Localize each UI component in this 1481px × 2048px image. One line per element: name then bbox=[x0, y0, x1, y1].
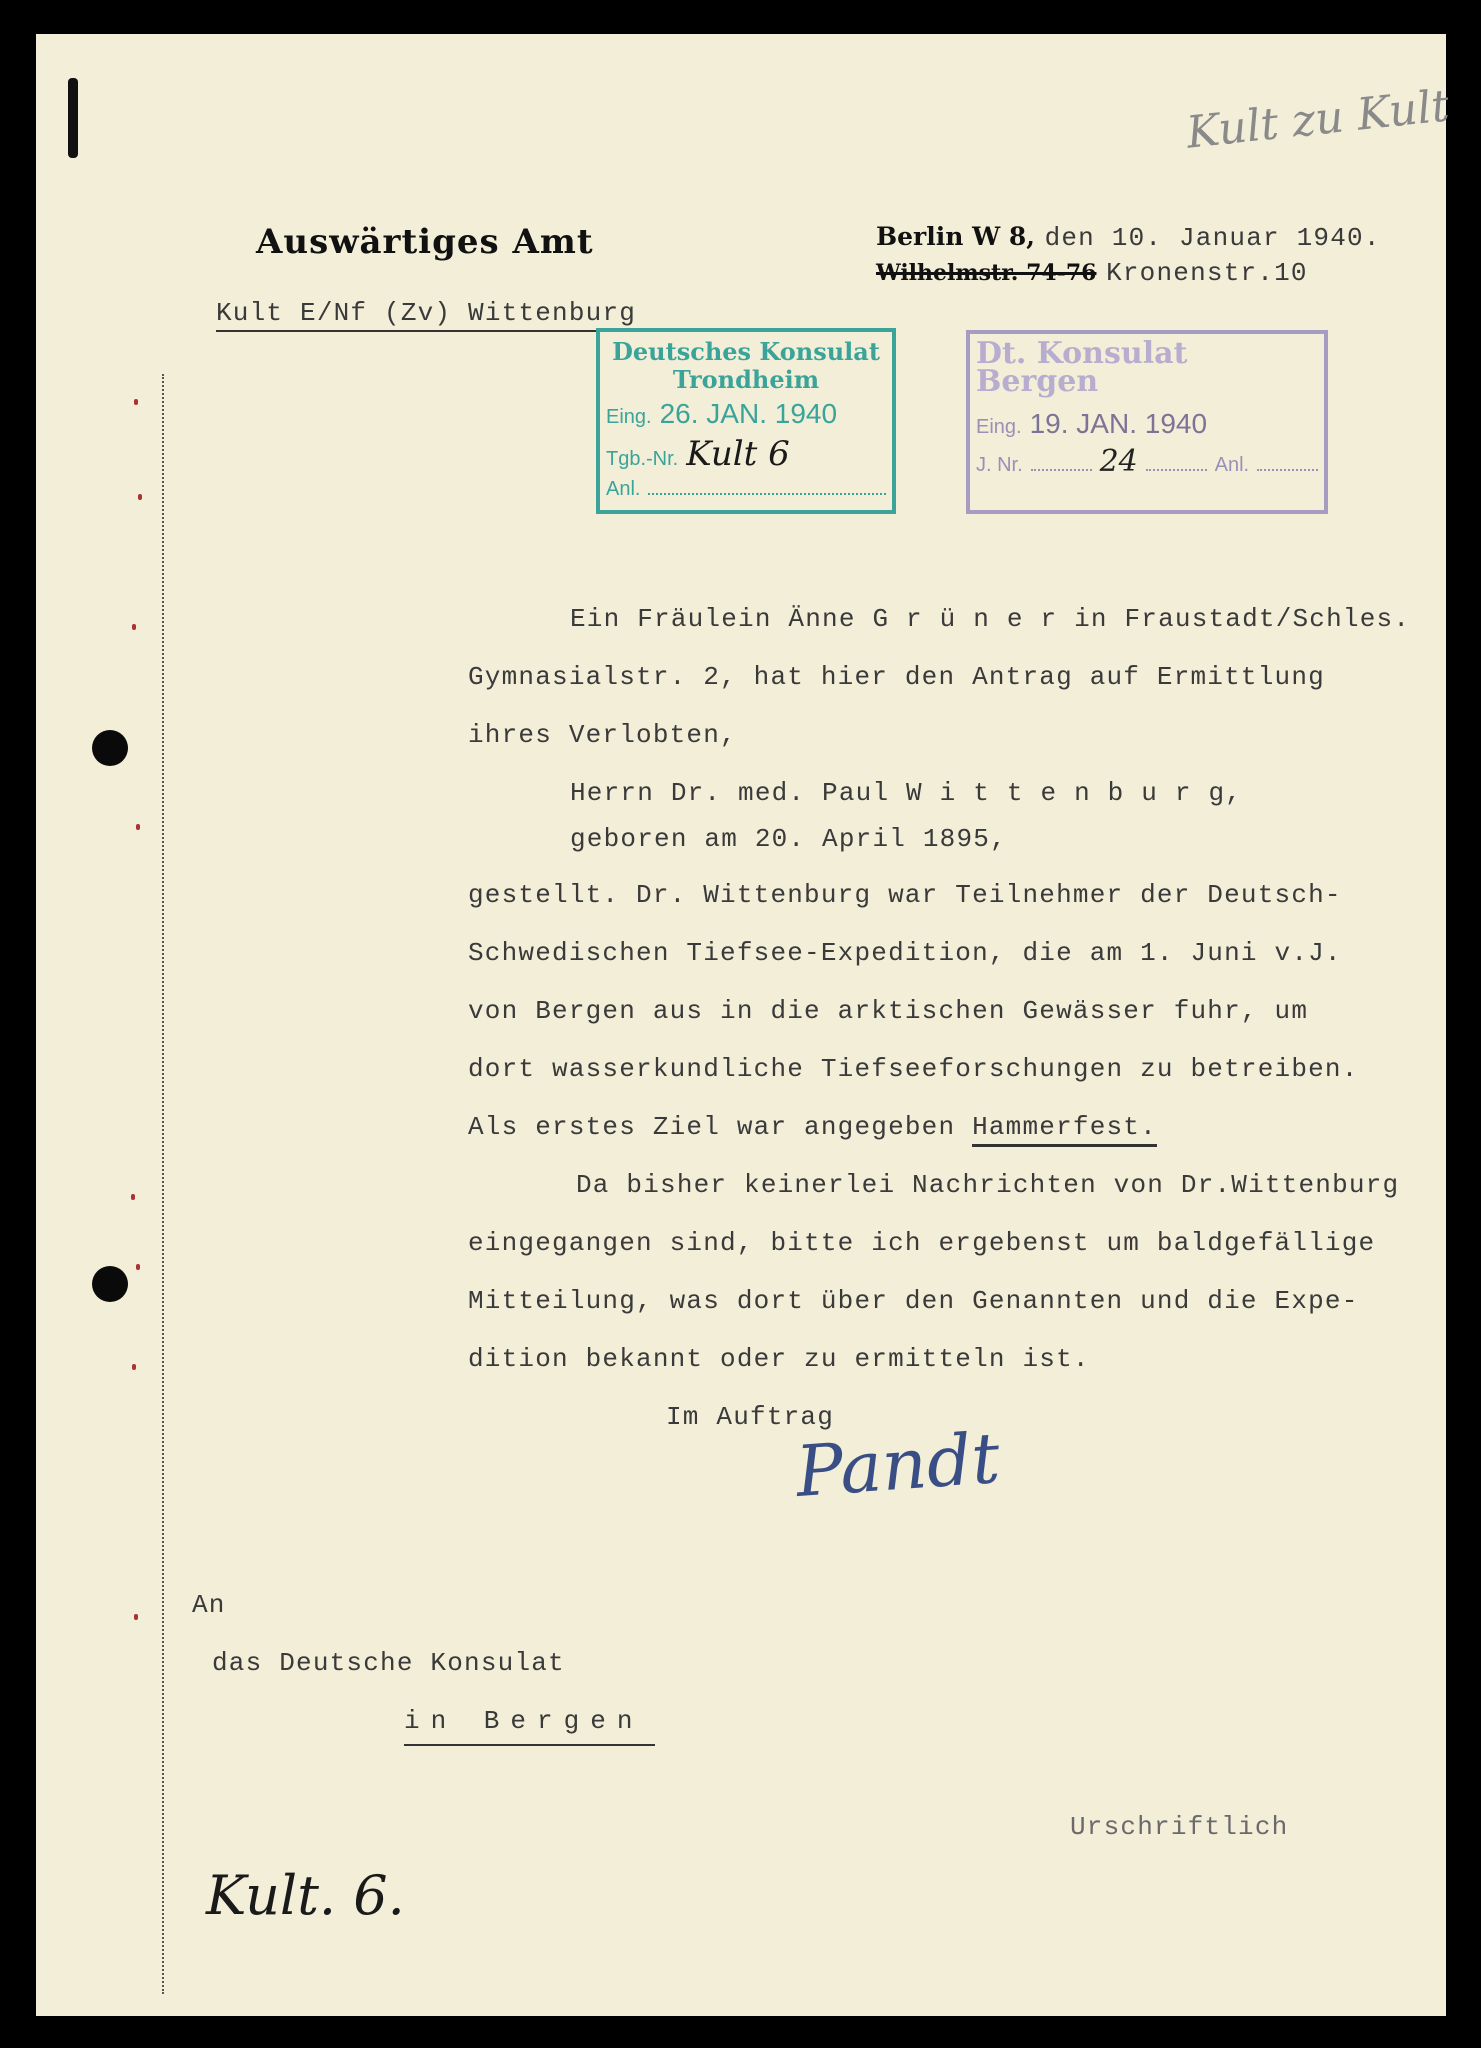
stamp-trondheim-tgb-value: Kult 6 bbox=[686, 434, 790, 474]
ink-speck bbox=[134, 399, 138, 405]
stamp-bergen-jnr-row bbox=[976, 444, 1318, 479]
stamp-trondheim-anl-label: Anl. bbox=[606, 478, 641, 500]
destination-hammerfest: Hammerfest. bbox=[972, 1112, 1157, 1147]
body-line-4: Herrn Dr. med. Paul W i t t e n b u r g, bbox=[570, 778, 1243, 808]
stamp-bergen-eing-label: Eing. bbox=[976, 416, 1022, 438]
body-line-8: von Bergen aus in die arktischen Gewässer fuhr, um bbox=[468, 996, 1309, 1026]
body-line-1: Ein Fräulein Änne G r ü n e r in Fraustadt/Schles. bbox=[570, 604, 1411, 634]
ink-speck bbox=[134, 1614, 138, 1620]
street-line bbox=[876, 258, 1308, 288]
corner-mark bbox=[68, 78, 78, 158]
stamp-trondheim-eing-label: Eing. bbox=[606, 406, 652, 428]
stamp-bergen-eing-row bbox=[976, 408, 1318, 440]
ink-speck bbox=[136, 824, 140, 830]
address-an: An bbox=[192, 1590, 226, 1620]
place-date-line bbox=[876, 222, 1381, 253]
sender-name: Auswärtiges Amt bbox=[256, 222, 594, 262]
body-line-6: gestellt. Dr. Wittenburg war Teilnehmer der Deutsch- bbox=[468, 880, 1342, 910]
dotted-line bbox=[648, 479, 886, 495]
ink-speck bbox=[138, 494, 142, 500]
margin-note: Kult zu Kult bbox=[1184, 80, 1452, 159]
ink-speck bbox=[136, 1264, 140, 1270]
stamp-trondheim-tgb-row bbox=[606, 434, 886, 474]
body-line-11: Da bisher keinerlei Nachrichten von Dr.Wittenburg bbox=[576, 1170, 1400, 1200]
struck-street: Wilhelmstr. 74-76 bbox=[876, 260, 1097, 286]
stamp-bergen-eing-date: 19. JAN. 1940 bbox=[1029, 408, 1208, 439]
dotted-line bbox=[1257, 455, 1318, 471]
dotted-line bbox=[1031, 455, 1092, 471]
stamp-bergen-jnr-label: J. Nr. bbox=[976, 454, 1023, 476]
punch-hole bbox=[92, 1266, 128, 1302]
margin-rule bbox=[162, 374, 164, 1994]
dotted-line bbox=[1146, 455, 1207, 471]
letter-date: den 10. Januar 1940. bbox=[1044, 223, 1381, 253]
city: Berlin W 8, bbox=[876, 222, 1035, 251]
body-line-10 bbox=[468, 1112, 1157, 1142]
signature: Pandt bbox=[793, 1416, 1003, 1514]
stamp-trondheim-eing-date: 26. JAN. 1940 bbox=[659, 398, 838, 429]
body-line-9: dort wasserkundliche Tiefseeforschungen zu betreiben. bbox=[468, 1054, 1359, 1084]
ink-speck bbox=[132, 624, 136, 630]
body-line-5: geboren am 20. April 1895, bbox=[570, 824, 1007, 854]
stamp-trondheim bbox=[596, 328, 896, 514]
body-line-3: ihres Verlobten, bbox=[468, 720, 737, 750]
stamp-trondheim-tgb-label: Tgb.-Nr. bbox=[606, 448, 679, 470]
address-recipient: das Deutsche Konsulat bbox=[212, 1648, 565, 1678]
body-line-10-text: Als erstes Ziel war angegeben bbox=[468, 1112, 973, 1142]
body-line-12: eingegangen sind, bitte ich ergebenst um baldgefällige bbox=[468, 1228, 1376, 1258]
body-line-7: Schwedischen Tiefsee-Expedition, die am 1. Juni v.J. bbox=[468, 938, 1342, 968]
address-city: in Bergen bbox=[404, 1706, 655, 1746]
stamp-bergen bbox=[966, 330, 1328, 514]
stamp-bergen-jnr-value: 24 bbox=[1099, 444, 1138, 479]
original-note: Urschriftlich bbox=[1070, 1812, 1289, 1842]
closing-phrase: Im Auftrag bbox=[666, 1402, 835, 1432]
stamp-trondheim-eing-row bbox=[606, 398, 886, 430]
body-line-2: Gymnasialstr. 2, hat hier den Antrag auf Ermittlung bbox=[468, 662, 1325, 692]
punch-hole bbox=[92, 730, 128, 766]
stamp-trondheim-anl-row bbox=[606, 478, 886, 501]
letter-sheet bbox=[36, 34, 1452, 2016]
body-line-13: Mitteilung, was dort über den Genannten und die Expe- bbox=[468, 1286, 1359, 1316]
stamp-trondheim-line1: Deutsches Konsulat bbox=[612, 337, 880, 366]
street: Kronenstr.10 bbox=[1106, 258, 1308, 288]
body-line-14: dition bekannt oder zu ermitteln ist. bbox=[468, 1344, 1090, 1374]
stamp-bergen-title: Dt. Konsulat Bergen bbox=[976, 336, 1188, 399]
stamp-trondheim-line2: Trondheim bbox=[672, 365, 820, 394]
reference-line: Kult E/Nf (Zv) Wittenburg bbox=[216, 298, 646, 332]
ink-speck bbox=[132, 1364, 136, 1370]
file-note: Kult. 6. bbox=[206, 1864, 405, 1927]
stamp-bergen-anl-label: Anl. bbox=[1214, 454, 1250, 476]
ink-speck bbox=[131, 1194, 135, 1200]
